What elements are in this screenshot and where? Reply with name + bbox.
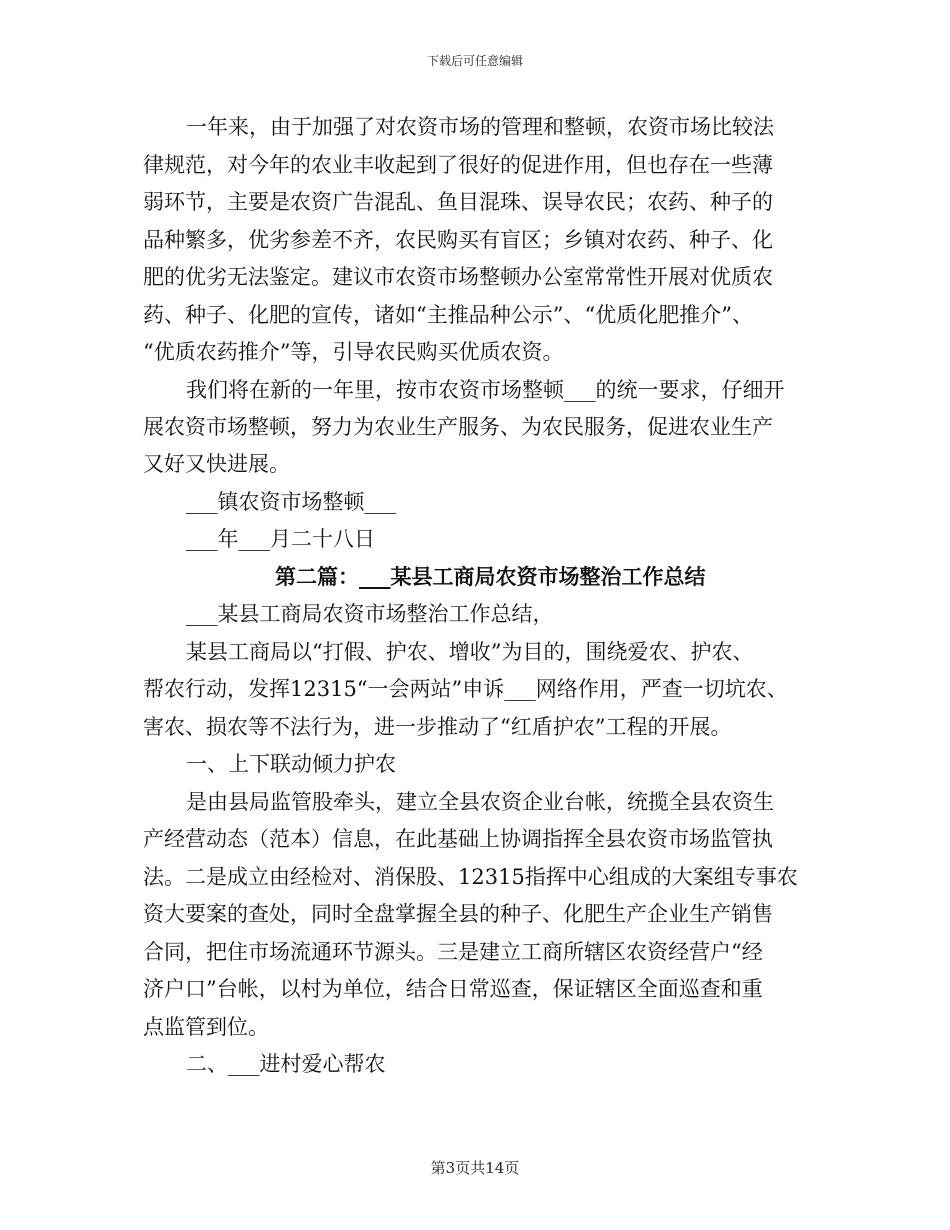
paragraph-line: 展农资市场整顿，努力为农业生产服务、为农民服务，促进农业生产 bbox=[143, 415, 773, 439]
paragraph-line: 品种繁多，优劣参差不齐，农民购买有盲区；乡镇对农药、种子、化 bbox=[143, 228, 773, 252]
paragraph-line: 害农、损农等不法行为，进一步推动了“红盾护农”工程的开展。 bbox=[143, 715, 732, 739]
section-heading: 第二篇：___某县工商局农资市场整治工作总结 bbox=[275, 564, 706, 589]
paragraph-line: 帮农行动，发挥12315“一会两站”申诉___网络作用，严查一切坑农、 bbox=[143, 677, 788, 701]
paragraph-line: 法。二是成立由经检对、消保股、12315指挥中心组成的大案组专事农 bbox=[143, 865, 798, 889]
paragraph-line: 产经营动态（范本）信息，在此基础上协调指挥全县农资市场监管执 bbox=[143, 827, 773, 851]
paragraph-line: 点监管到位。 bbox=[143, 1015, 269, 1039]
paragraph-line: 资大要案的查处，同时全盘掌握全县的种子、化肥生产企业生产销售 bbox=[143, 902, 773, 926]
paragraph-line: ___某县工商局农资市场整治工作总结， bbox=[186, 602, 554, 626]
paragraph-line: 弱环节，主要是农资广告混乱、鱼目混珠、误导农民；农药、种子的 bbox=[143, 190, 773, 214]
date-line: ___年___月二十八日 bbox=[186, 527, 375, 551]
subheading: 二、___进村爱心帮农 bbox=[186, 1052, 386, 1076]
paragraph-line: 我们将在新的一年里，按市农资市场整顿___的统一要求，仔细开 bbox=[186, 378, 785, 402]
paragraph-line: 律规范，对今年的农业丰收起到了很好的促进作用，但也存在一些薄 bbox=[143, 153, 773, 177]
page-number: 第3页共14页 bbox=[430, 1159, 520, 1177]
paragraph-line: 一年来，由于加强了对农资市场的管理和整顿，农资市场比较法 bbox=[186, 115, 774, 139]
signature-line: ___镇农资市场整顿___ bbox=[186, 490, 396, 514]
paragraph-line: 济户口”台帐，以村为单位，结合日常巡查，保证辖区全面巡查和重 bbox=[143, 977, 763, 1001]
paragraph-line: 某县工商局以“打假、护农、增收”为目的，围绕爱农、护农、 bbox=[186, 640, 754, 664]
paragraph-line: 合同，把住市场流通环节源头。三是建立工商所辖区农资经营户“经 bbox=[143, 940, 763, 964]
page-header: 下载后可任意编辑 bbox=[426, 54, 523, 68]
subheading: 一、上下联动倾力护农 bbox=[186, 752, 396, 776]
paragraph-line: 肥的优劣无法鉴定。建议市农资市场整顿办公室常常性开展对优质农 bbox=[143, 265, 773, 289]
paragraph-line: 又好又快进展。 bbox=[143, 452, 290, 476]
paragraph-line: “优质农药推介”等，引导农民购买优质农资。 bbox=[143, 340, 564, 364]
paragraph-line: 是由县局监管股牵头，建立全县农资企业台帐，统揽全县农资生 bbox=[186, 790, 774, 814]
paragraph-line: 药、种子、化肥的宣传，诸如“主推品种公示”、“优质化肥推介”、 bbox=[143, 303, 753, 327]
